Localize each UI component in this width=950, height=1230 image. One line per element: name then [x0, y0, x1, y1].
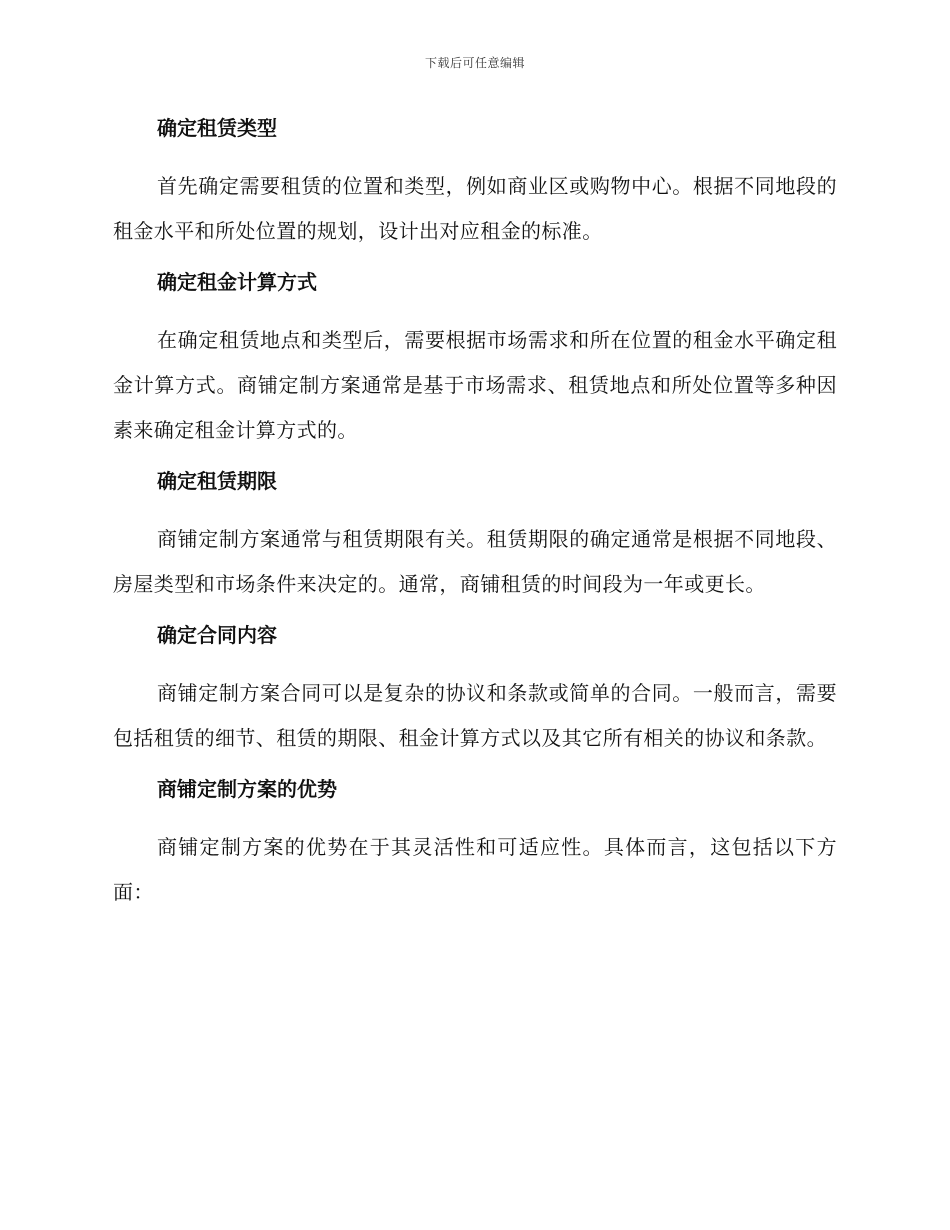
section-heading: 确定租金计算方式 [157, 270, 317, 294]
section-lease-term [113, 465, 837, 607]
section-heading: 确定租赁期限 [157, 469, 277, 493]
section-paragraph: 商铺定制方案通常与租赁期限有关。租赁期限的确定通常是根据不同地段、房屋类型和市场条件来决定的。通常，商铺租赁的时间段为一年或更长。 [113, 527, 837, 596]
section-heading: 商铺定制方案的优势 [157, 777, 337, 801]
section-heading: 确定租赁类型 [157, 116, 277, 140]
header-note: 下载后可任意编辑 [424, 56, 525, 70]
section-paragraph: 在确定租赁地点和类型后，需要根据市场需求和所在位置的租金水平确定租金计算方式。商铺定制方案通常是基于市场需求、租赁地点和所处位置等多种因素来确定租金计算方式的。 [113, 328, 837, 442]
document-body [113, 112, 837, 927]
section-heading: 确定合同内容 [157, 623, 277, 647]
section-paragraph: 首先确定需要租赁的位置和类型，例如商业区或购物中心。根据不同地段的租金水平和所处位置的规划，设计出对应租金的标准。 [113, 174, 837, 243]
section-advantages [113, 773, 837, 915]
section-paragraph: 商铺定制方案合同可以是复杂的协议和条款或简单的合同。一般而言，需要包括租赁的细节、租赁的期限、租金计算方式以及其它所有相关的协议和条款。 [113, 681, 837, 750]
section-contract-content [113, 619, 837, 761]
section-lease-type [113, 112, 837, 254]
section-rent-calculation [113, 266, 837, 453]
section-paragraph: 商铺定制方案的优势在于其灵活性和可适应性。具体而言，这包括以下方面： [113, 835, 837, 904]
